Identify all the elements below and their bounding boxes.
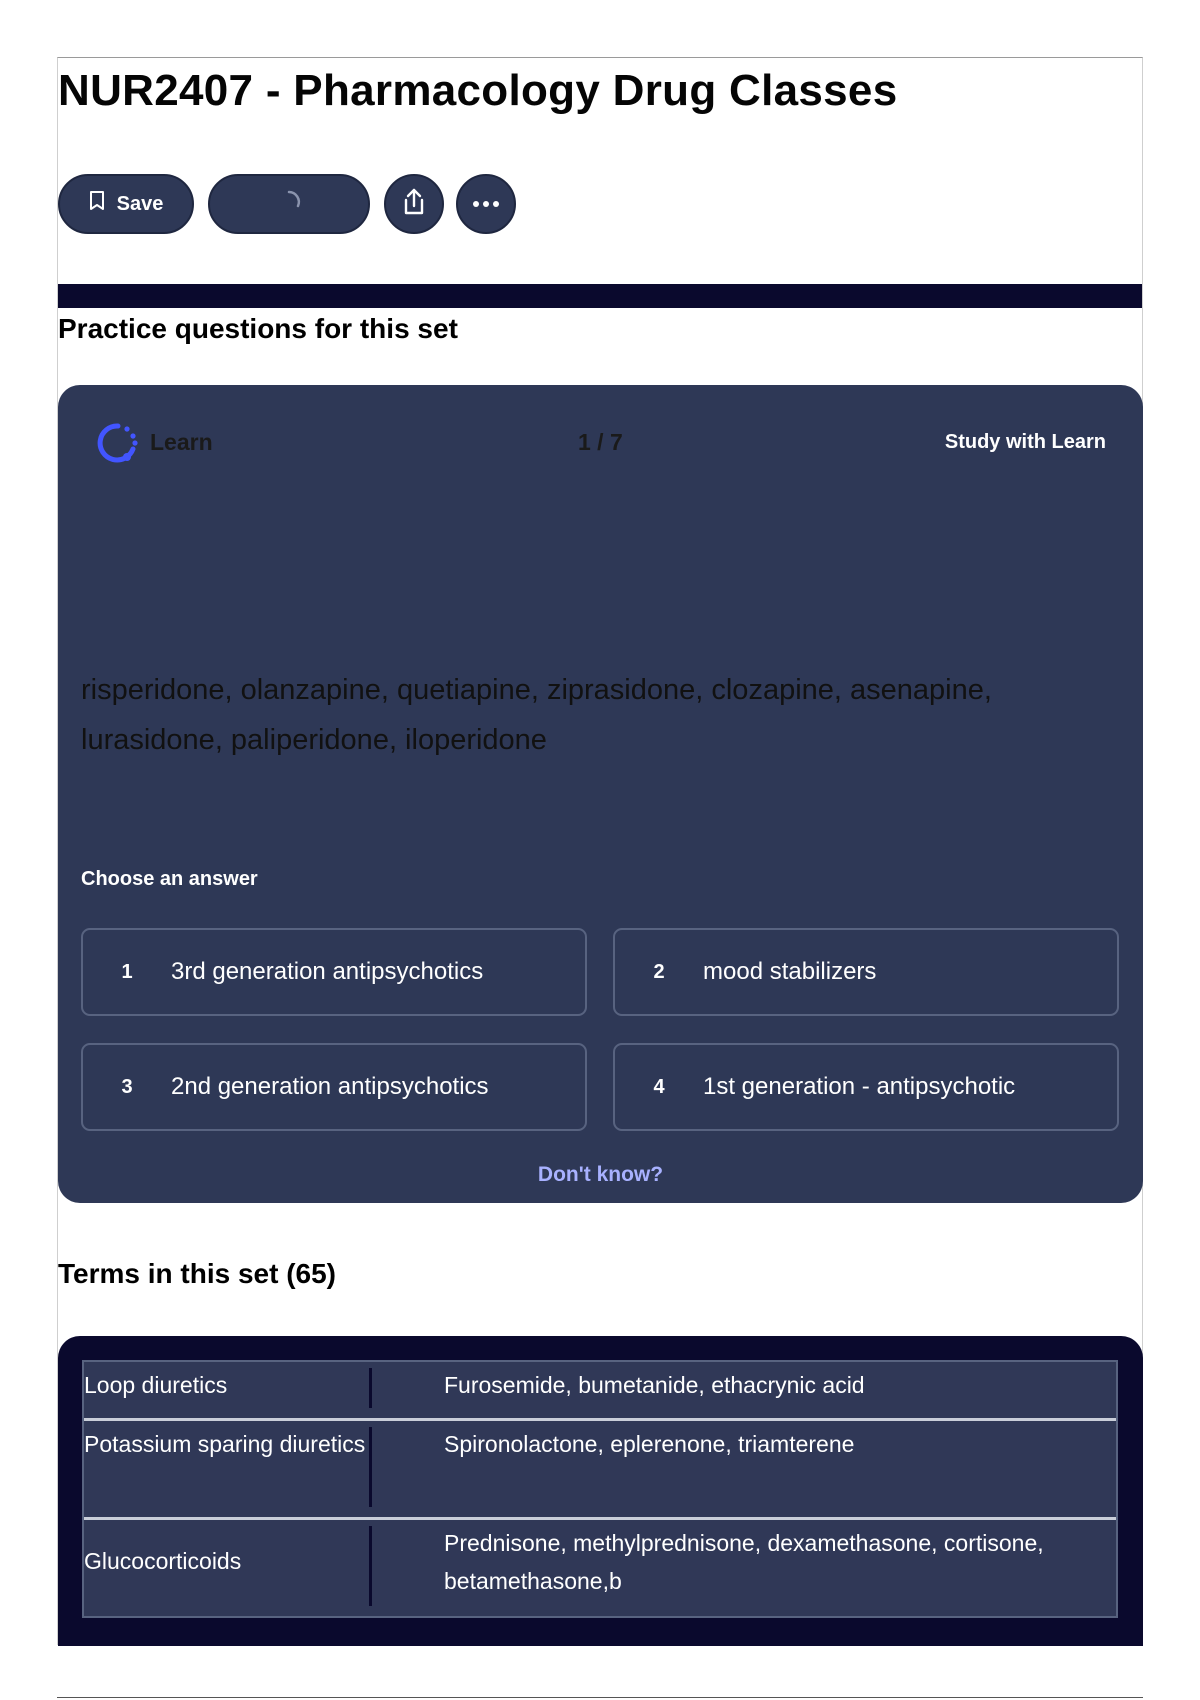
loading-button[interactable] (208, 174, 370, 234)
save-button[interactable] (58, 174, 194, 234)
option-text: mood stabilizers (703, 958, 877, 985)
spinner-icon (276, 189, 302, 220)
question-prompt: risperidone, olanzapine, quetiapine, ziprasidone, clozapine, asenapine, lurasidone, paliperidone, iloperidone (81, 674, 992, 756)
term-cell: Glucocorticoids (84, 1520, 444, 1616)
table-row (84, 1421, 1116, 1520)
option-number: 3 (121, 1075, 133, 1098)
option-text: 3rd generation antipsychotics (171, 958, 484, 985)
option-number: 4 (653, 1075, 665, 1098)
choose-answer-label: Choose an answer (81, 868, 258, 890)
learn-card-header (96, 419, 1106, 467)
term-cell: Loop diuretics (84, 1362, 444, 1418)
option-text: 2nd generation antipsychotics (171, 1073, 489, 1100)
share-icon (400, 187, 428, 222)
option-number: 1 (121, 960, 133, 983)
terms-card (58, 1336, 1143, 1646)
definition-cell: Prednisone, methylprednisone, dexamethasone, cortisone, betamethasone,b (444, 1530, 1044, 1594)
page-container (57, 57, 1143, 1645)
practice-section-title: Practice questions for this set (58, 313, 458, 344)
learn-question-card (58, 385, 1143, 1203)
table-row (84, 1520, 1116, 1616)
terms-table (82, 1360, 1118, 1618)
save-button-label: Save (116, 192, 164, 215)
set-toolbar (58, 174, 658, 234)
learn-mode-label: Learn (150, 429, 213, 455)
dont-know-button[interactable]: Don't know? (537, 1163, 664, 1186)
learn-logo-icon (96, 421, 140, 465)
more-horizontal-icon (471, 195, 501, 213)
term-cell: Potassium sparing diuretics (84, 1421, 444, 1517)
answer-option-3[interactable] (81, 1043, 587, 1131)
definition-cell: Spironolactone, eplerenone, triamterene (444, 1431, 855, 1457)
section-divider (58, 284, 1142, 308)
answer-option-2[interactable] (613, 928, 1119, 1016)
study-with-learn-link[interactable]: Study with Learn (944, 431, 1106, 453)
question-progress: 1 / 7 (578, 429, 623, 455)
terms-section-title: Terms in this set (65) (58, 1258, 337, 1289)
option-text: 1st generation - antipsychotic (703, 1073, 1016, 1100)
option-number: 2 (653, 960, 665, 983)
bookmark-icon (89, 191, 105, 217)
answer-option-1[interactable] (81, 928, 587, 1016)
page-bottom-divider (57, 1697, 1143, 1698)
more-options-button[interactable] (456, 174, 516, 234)
definition-cell: Furosemide, bumetanide, ethacrynic acid (444, 1372, 865, 1398)
page-title: NUR2407 - Pharmacology Drug Classes (58, 66, 898, 115)
share-button[interactable] (384, 174, 444, 234)
answer-option-4[interactable] (613, 1043, 1119, 1131)
table-row (84, 1362, 1116, 1421)
